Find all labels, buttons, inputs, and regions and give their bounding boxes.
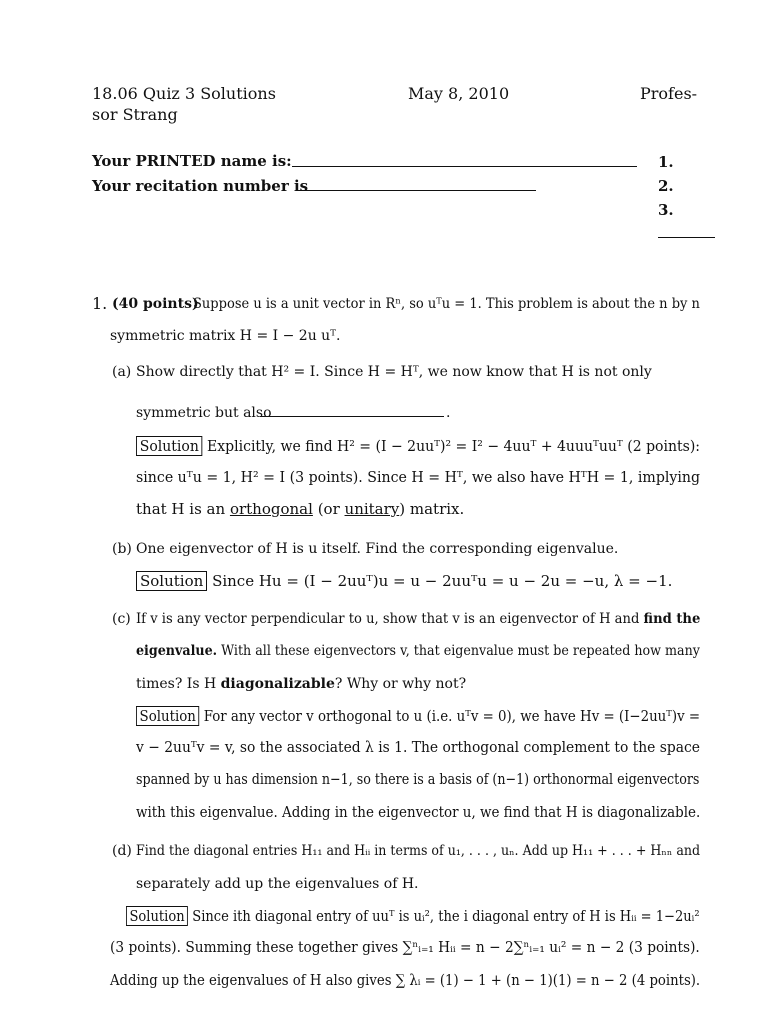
part-a-solution-text-3e: ) matrix. xyxy=(399,500,465,518)
part-d-solution-line-2: (3 points). Summing these together gives ∑ⁿᵢ₌₁ Hᵢᵢ = n − 2∑ⁿᵢ₌₁ uᵢ² = n − 2 (3 points). xyxy=(110,938,700,956)
solution-tag: Solution xyxy=(136,571,207,591)
score-total-line xyxy=(658,237,715,238)
part-b-solution-line xyxy=(136,571,672,591)
part-d-solution-text-1: Since ith diagonal entry of uuᵀ is uᵢ², the i diagonal entry of H is Hᵢᵢ = 1−2uᵢ² xyxy=(192,907,700,925)
part-c-solution-line-4: with this eigenvalue. Adding in the eigenvector u, we find that H is diagonalizable. xyxy=(136,803,701,821)
quiz-title: 18.06 Quiz 3 Solutions xyxy=(92,84,276,103)
part-c-solution-text-1: For any vector v orthogonal to u (i.e. uᵀv = 0), we have Hv = (I−2uuᵀ)v = xyxy=(203,707,701,725)
solution-tag: Solution xyxy=(136,436,203,456)
part-b-solution-text: Since Hu = (I − 2uuᵀ)u = u − 2uuᵀu = u − 2u = −u, λ = −1. xyxy=(212,572,673,590)
part-a-label: (a) xyxy=(112,364,132,380)
unitary-term: unitary xyxy=(344,500,400,518)
part-c-question-1b: find the xyxy=(643,611,701,627)
part-d-label: (d) xyxy=(112,843,132,859)
solution-tag: Solution xyxy=(126,906,188,926)
part-c-solution-line-3: spanned by u has dimension n−1, so there is a basis of (n−1) orthonormal eigenvectors xyxy=(136,770,700,788)
recitation-line[interactable] xyxy=(296,190,536,191)
part-c-question-2b: With all these eigenvectors v, that eigenvalue must be repeated how many xyxy=(221,643,700,659)
part-a-solution-text-1: Explicitly, we find H² = (I − 2uuᵀ)² = I² − 4uuᵀ + 4uuuᵀuuᵀ (2 points): xyxy=(207,437,701,455)
part-c-solution-line-2: v − 2uuᵀv = v, so the associated λ is 1. The orthogonal complement to the space xyxy=(136,738,700,756)
part-a-solution-text-3c: (or xyxy=(317,500,340,518)
part-c-question-3c: ? Why or why not? xyxy=(334,676,467,692)
part-c-solution-line-1 xyxy=(136,706,700,726)
part-d-question-2: separately add up the eigenvalues of H. xyxy=(136,876,419,892)
part-c-question-1a: If v is any vector perpendicular to u, show that v is an eigenvector of H and xyxy=(136,611,640,627)
problem-intro-2: symmetric matrix H = I − 2u uᵀ. xyxy=(110,328,341,344)
professor-line-1: Profes- xyxy=(640,84,698,103)
score-3: 3. xyxy=(658,201,674,219)
part-d-question-1: Find the diagonal entries H₁₁ and Hᵢᵢ in terms of u₁, . . . , uₙ. Add up H₁₁ + . . . + Hₙₙ and xyxy=(136,843,701,859)
part-a-solution-line-2: since uᵀu = 1, H² = I (3 points). Since H = Hᵀ, we also have HᵀH = 1, implying xyxy=(136,468,701,486)
part-c-question-1 xyxy=(136,611,700,627)
part-c-question-3a: times? Is H xyxy=(136,676,217,692)
part-a-solution-line-1 xyxy=(136,436,700,456)
score-2: 2. xyxy=(658,177,674,195)
part-a-question-1: Show directly that H² = I. Since H = Hᵀ, we now know that H is not only xyxy=(136,364,652,380)
name-line[interactable] xyxy=(292,166,637,167)
part-a-blank-line[interactable] xyxy=(260,416,444,417)
problem-number: 1. xyxy=(92,294,108,313)
solution-tag: Solution xyxy=(136,706,199,726)
part-c-label: (c) xyxy=(112,611,131,627)
part-a-question-2: symmetric but also xyxy=(136,405,272,421)
part-c-question-3 xyxy=(136,676,466,692)
quiz-date: May 8, 2010 xyxy=(408,84,510,103)
part-b-label: (b) xyxy=(112,541,132,557)
professor-line-2: sor Strang xyxy=(92,105,178,124)
part-a-solution-text-3a: that H is an xyxy=(136,500,226,518)
part-c-question-3b: diagonalizable xyxy=(220,676,335,692)
recitation-label: Your recitation number is xyxy=(92,177,309,195)
score-1: 1. xyxy=(658,153,674,171)
problem-intro-1: Suppose u is a unit vector in Rⁿ, so uᵀu = 1. This problem is about the n by n xyxy=(193,296,700,312)
name-label: Your PRINTED name is: xyxy=(92,152,292,170)
part-d-solution-line-3: Adding up the eigenvalues of H also gives ∑ λᵢ = (1) − 1 + (n − 1)(1) = n − 2 (4 points). xyxy=(110,971,701,989)
problem-points: (40 points) xyxy=(112,296,199,312)
part-c-question-2 xyxy=(136,643,700,659)
part-b-question: One eigenvector of H is u itself. Find the corresponding eigenvalue. xyxy=(136,541,619,557)
part-a-solution-line-3 xyxy=(136,500,464,518)
part-c-question-2a: eigenvalue. xyxy=(136,643,218,659)
part-a-question-period: . xyxy=(446,405,451,421)
orthogonal-term: orthogonal xyxy=(229,500,313,518)
part-d-solution-line-1 xyxy=(126,906,700,926)
